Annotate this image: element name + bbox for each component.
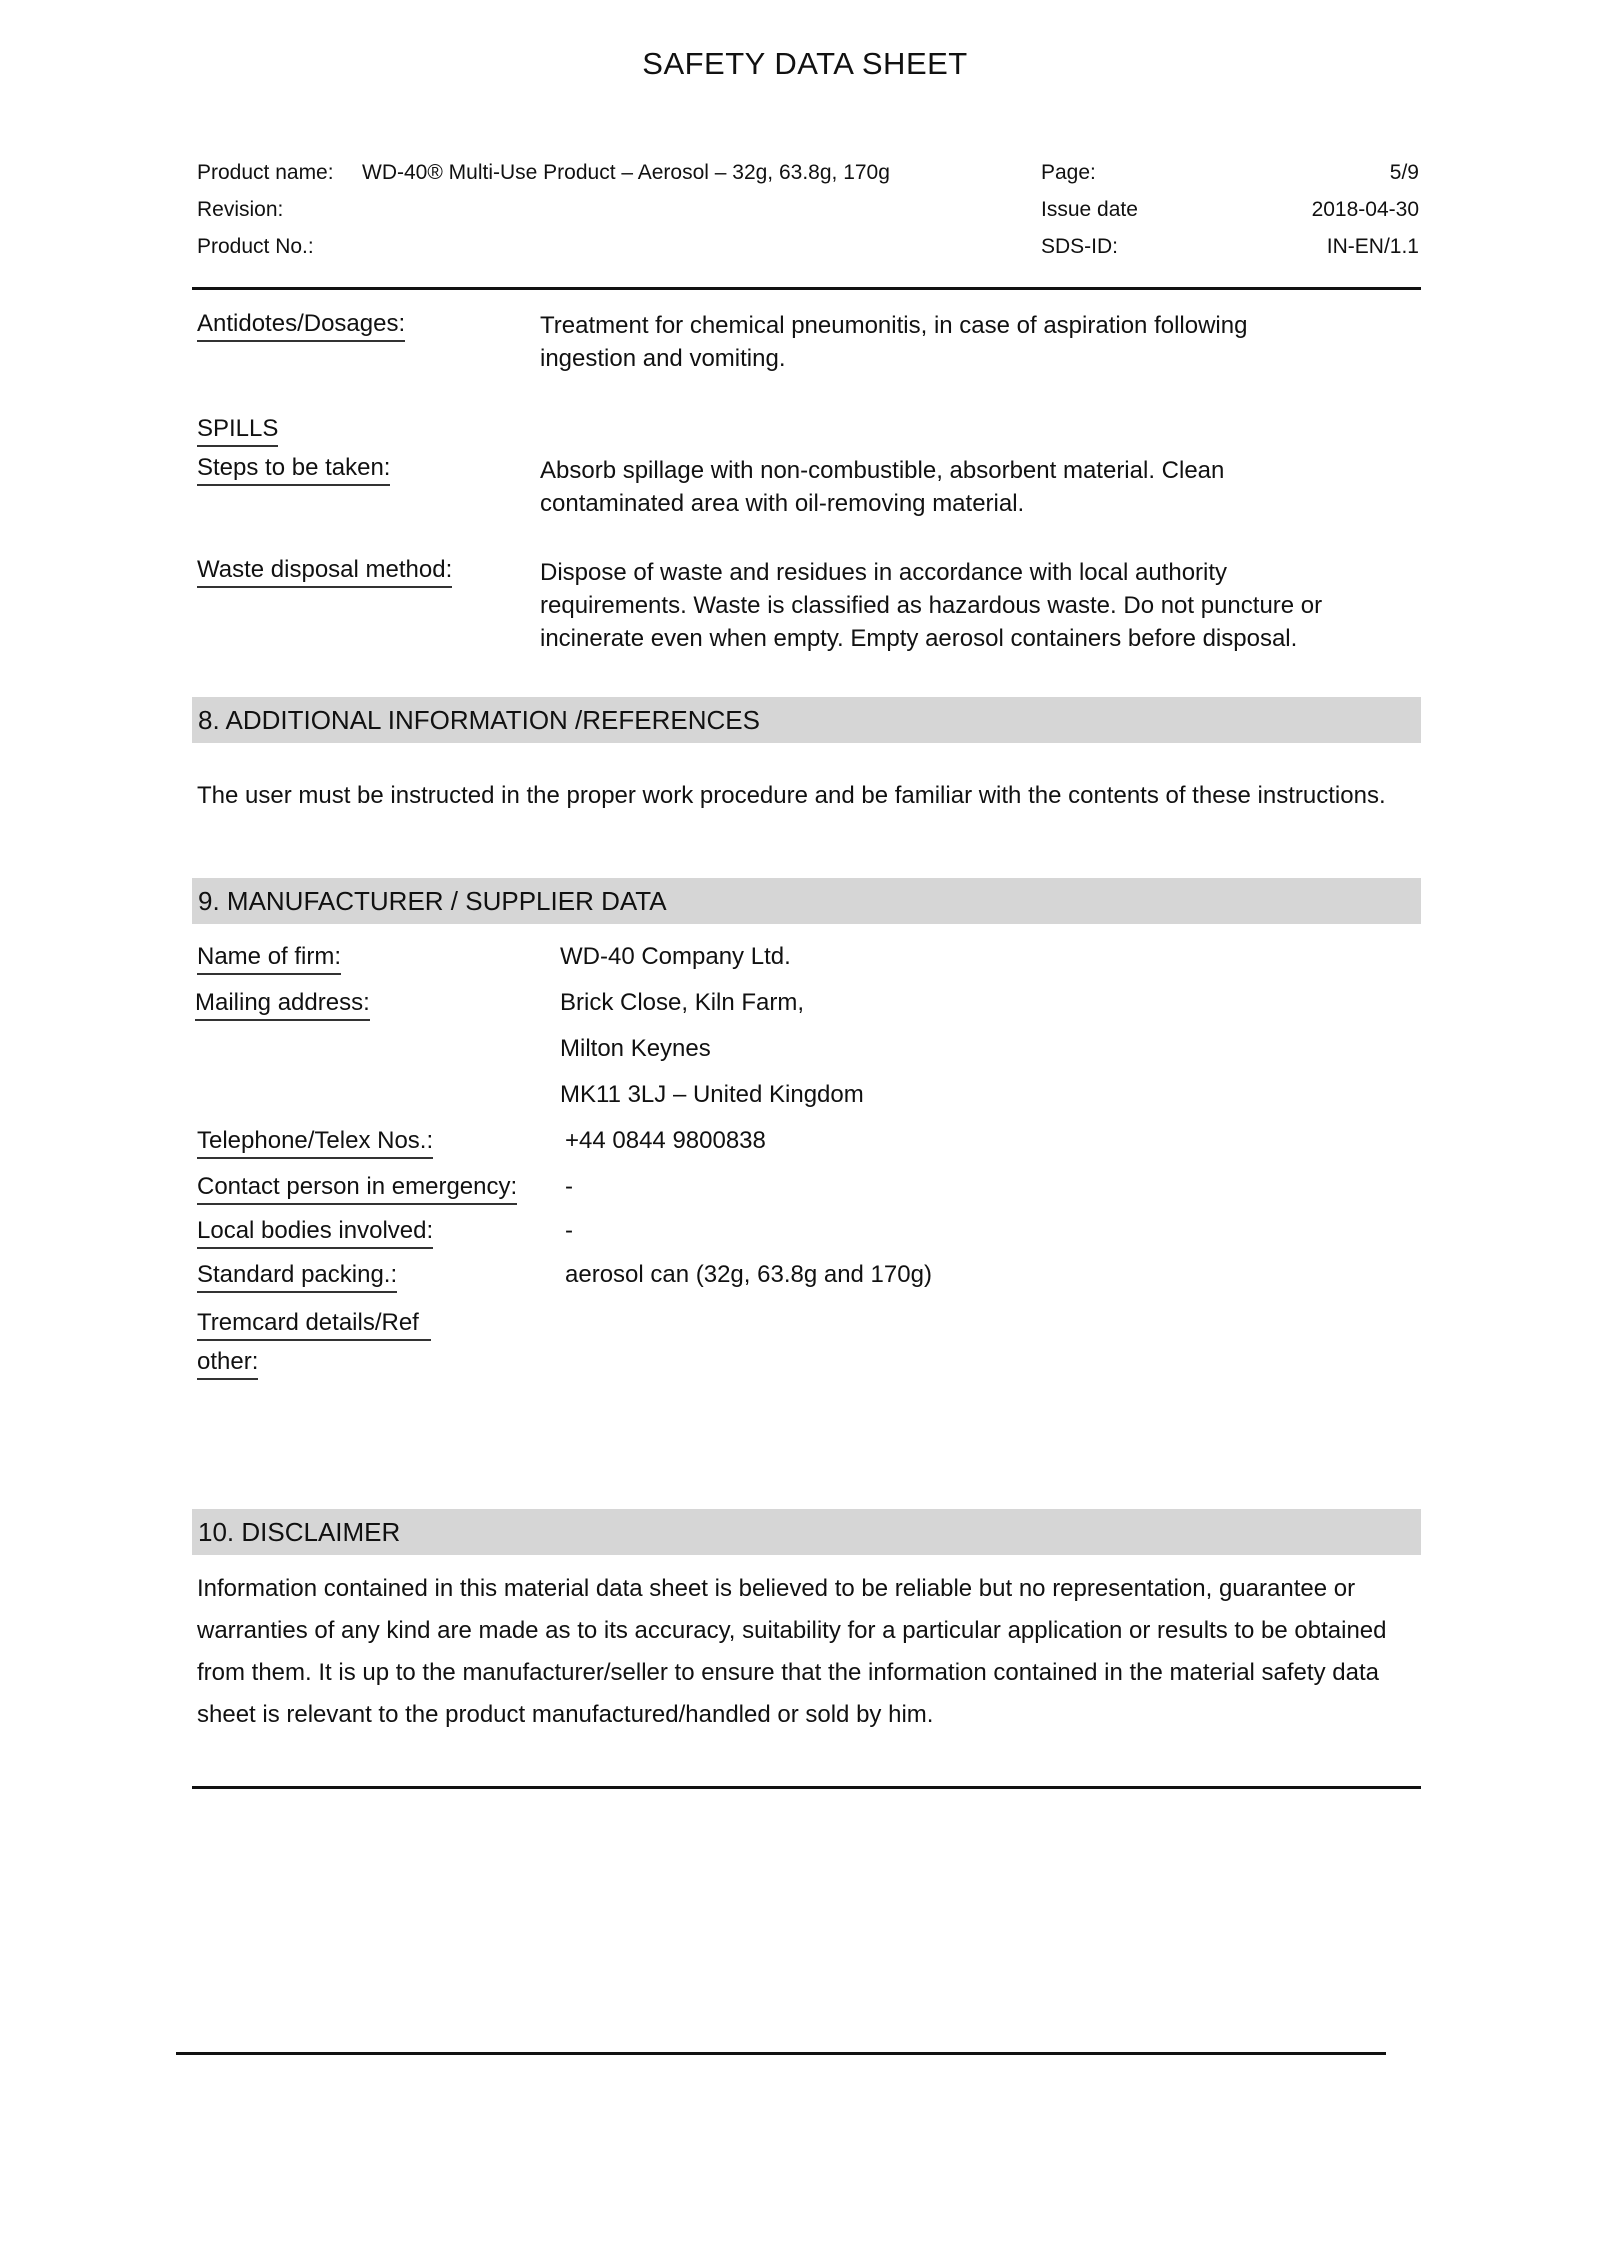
product-name-value: WD-40® Multi-Use Product – Aerosol – 32g, 63.8g, 170g [362, 161, 890, 184]
issue-date-label: Issue date [1041, 198, 1138, 221]
steps-text: Absorb spillage with non-combustible, absorbent material. Clean contaminated area with oil-removing material. [540, 457, 1225, 517]
waste-disposal-label: Waste disposal method: [197, 555, 452, 588]
address-line-2: Milton Keynes [560, 1035, 711, 1062]
header-divider [192, 287, 1421, 290]
product-name-label: Product name: [197, 161, 334, 184]
issue-date-value: 2018-04-30 [1311, 198, 1419, 221]
firm-name-label: Name of firm: [197, 942, 341, 975]
page-value: 5/9 [1389, 161, 1419, 184]
tremcard-label-line-2: other: [197, 1347, 258, 1380]
local-bodies-label: Local bodies involved: [197, 1216, 433, 1249]
firm-name-value: WD-40 Company Ltd. [560, 943, 791, 970]
emergency-contact-value: - [565, 1173, 573, 1200]
standard-packing-label: Standard packing.: [197, 1260, 397, 1293]
section-10-title: 10. DISCLAIMER [192, 1509, 1421, 1555]
telephone-value: +44 0844 9800838 [565, 1127, 766, 1154]
section-end-divider [192, 1786, 1421, 1789]
section-9-title: 9. MANUFACTURER / SUPPLIER DATA [192, 878, 1421, 924]
antidotes-label: Antidotes/Dosages: [197, 309, 405, 342]
page-label: Page: [1041, 161, 1096, 184]
local-bodies-value: - [565, 1217, 573, 1244]
waste-disposal-text: Dispose of waste and residues in accordance with local authority requirements. Waste is classified as hazardous waste. Do not puncture or incinerate even when empty. Empty aerosol containers before disposal. [540, 559, 1323, 652]
tremcard-label-line-1: Tremcard details/Ref [197, 1308, 431, 1341]
section-8-text: The user must be instructed in the proper work procedure and be familiar with the contents of these instructions. [197, 782, 1386, 809]
mailing-address-label: Mailing address: [195, 988, 370, 1021]
sds-id-label: SDS-ID: [1041, 235, 1119, 258]
footer-divider [176, 2052, 1386, 2055]
disclaimer-text: Information contained in this material data sheet is believed to be reliable but no representation, guarantee or warranties of any kind are made as to its accuracy, suitability for a particular application or results to be obtained from them. It is up to the manufacturer/seller to ensure that the information contained in the material safety data sheet is relevant to the product manufactured/handled or sold by him. [197, 1575, 1387, 1728]
address-line-3: MK11 3LJ – United Kingdom [560, 1081, 864, 1108]
sds-id-value: IN-EN/1.1 [1326, 235, 1419, 258]
document-title: SAFETY DATA SHEET [642, 46, 968, 81]
antidotes-text: Treatment for chemical pneumonitis, in case of aspiration following ingestion and vomiting. [540, 312, 1248, 372]
revision-label: Revision: [197, 198, 284, 221]
standard-packing-value: aerosol can (32g, 63.8g and 170g) [565, 1261, 932, 1288]
section-8-title: 8. ADDITIONAL INFORMATION /REFERENCES [192, 697, 1421, 743]
telephone-label: Telephone/Telex Nos.: [197, 1126, 433, 1159]
address-line-1: Brick Close, Kiln Farm, [560, 989, 805, 1016]
steps-label: Steps to be taken: [197, 453, 390, 486]
emergency-contact-label: Contact person in emergency: [197, 1172, 517, 1205]
product-no-label: Product No.: [197, 235, 314, 258]
spills-heading: SPILLS [197, 414, 278, 447]
